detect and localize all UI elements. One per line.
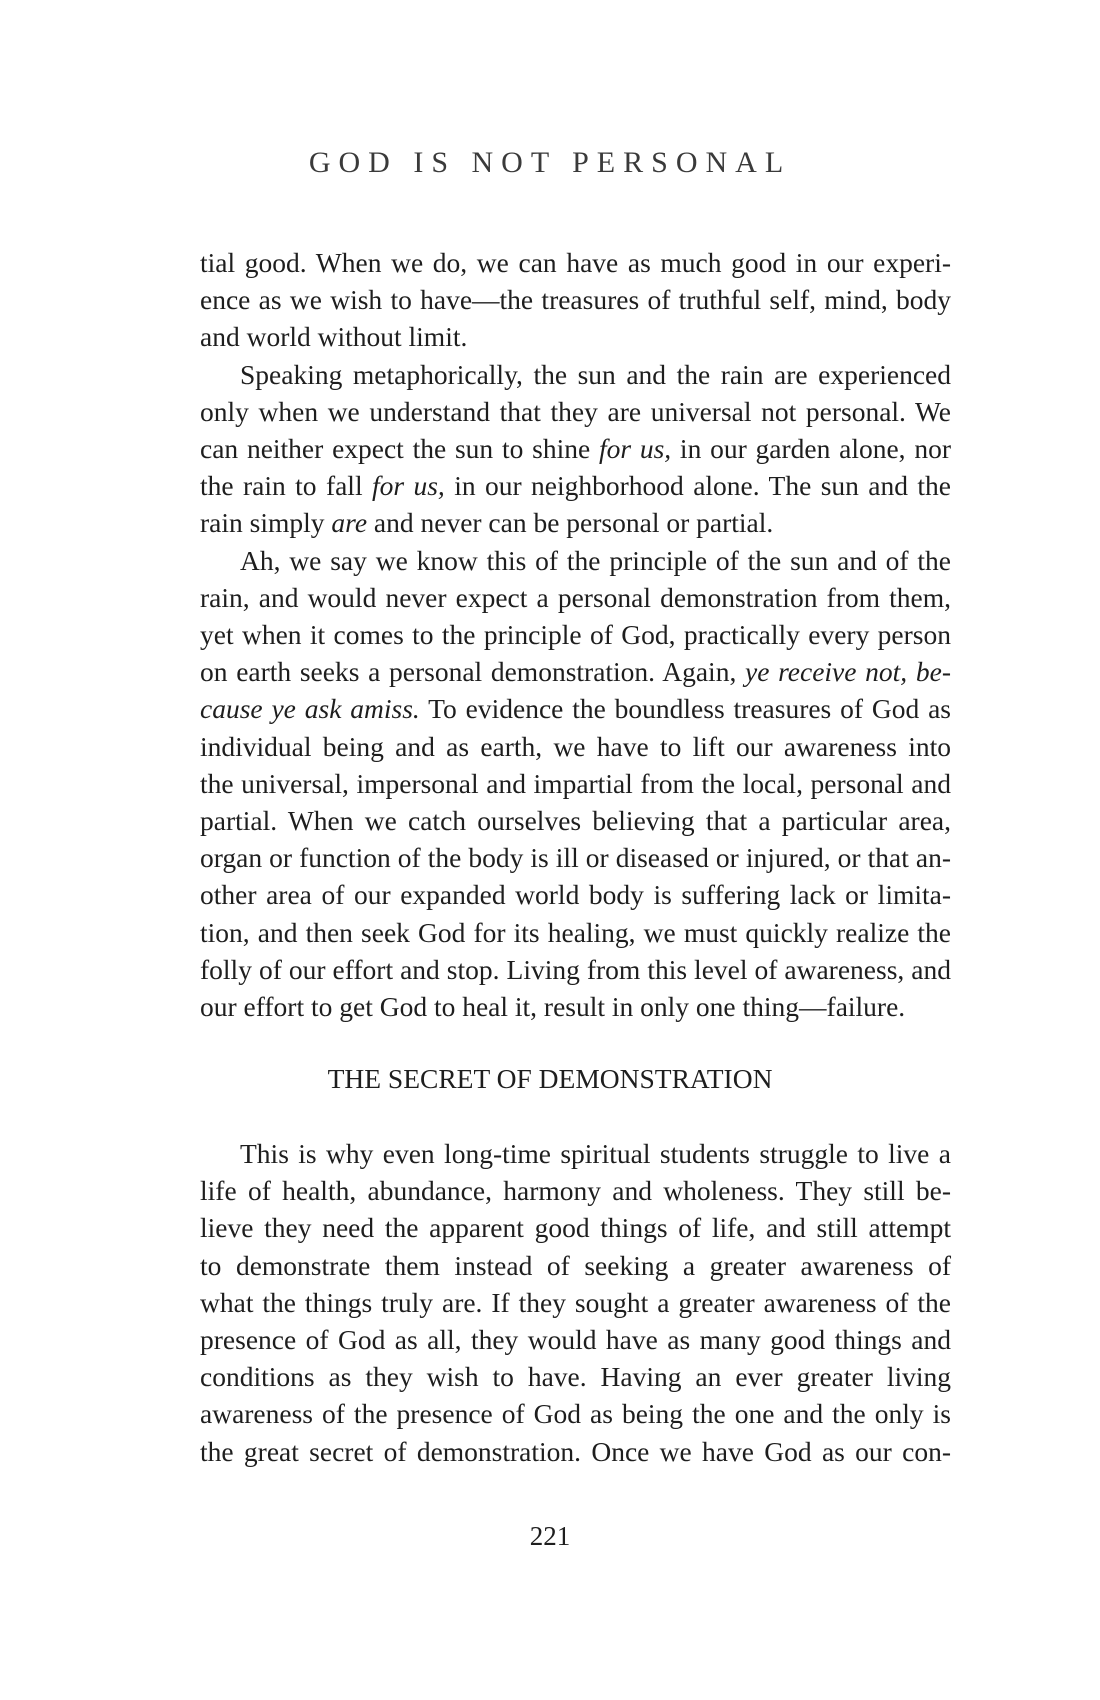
- body-text: [200, 244, 951, 1025]
- text-line: only when we understand that they are universal not personal. We: [200, 395, 951, 427]
- text-run: rain simply: [200, 507, 332, 539]
- paragraph-sun-and-rain: [200, 356, 951, 542]
- text-line: tial good. When we do, we can have as much good in our experi-: [200, 247, 951, 278]
- italic-text: ye receive not, be-: [745, 656, 951, 688]
- text-run: in our garden alone, nor: [671, 433, 951, 465]
- text-line: ence as we wish to have—the treasures of truthful self, mind, body: [200, 284, 951, 316]
- text-run: the rain to fall: [200, 470, 372, 502]
- text-line: individual being and as earth, we have to lift our awareness into: [200, 730, 951, 762]
- italic-text: for us,: [371, 470, 445, 502]
- paragraph-secret-of-demonstration: [200, 1135, 951, 1470]
- text-line: conditions as they wish to have. Having an ever greater living: [200, 1361, 951, 1393]
- text-line: our effort to get God to heal it, result in only one thing—failure.: [200, 991, 906, 1023]
- text-line: tion, and then seek God for its healing, we must quickly realize the: [200, 916, 951, 948]
- text-line: folly of our effort and stop. Living from this level of awareness, and: [200, 953, 951, 985]
- text-line: to demonstrate them instead of seeking a greater awareness of: [200, 1249, 951, 1281]
- text-line: lieve they need the apparent good things of life, and still attempt: [200, 1212, 951, 1244]
- text-line: what the things truly are. If they sought a greater awareness of the: [200, 1286, 951, 1318]
- text-line: the universal, impersonal and impartial from the local, personal and: [200, 767, 951, 799]
- italic-text: are: [331, 507, 368, 539]
- text-line: and world without limit.: [200, 321, 468, 353]
- text-run: in our neighborhood alone. The sun and the: [444, 470, 951, 502]
- text-line: Speaking metaphorically, the sun and the rain are experienced: [240, 358, 951, 390]
- section-heading: THE SECRET OF DEMONSTRATION: [327, 1063, 773, 1094]
- text-line: [200, 430, 951, 467]
- text-line: [200, 504, 951, 541]
- text-run: on earth seeks a personal demonstration. Again,: [200, 656, 746, 688]
- italic-text: cause ye ask amiss.: [200, 693, 420, 725]
- section-body-text: [200, 1135, 951, 1470]
- text-line: the great secret of demonstration. Once we have God as our con-: [200, 1435, 951, 1467]
- text-line: other area of our expanded world body is suffering lack or limita-: [200, 879, 951, 911]
- page-number: 221: [529, 1521, 571, 1551]
- text-run: and never can be personal or partial.: [367, 507, 774, 539]
- text-line: [200, 690, 951, 727]
- text-run: can neither expect the sun to shine: [200, 433, 599, 465]
- text-line: Ah, we say we know this of the principle of the sun and of the: [240, 544, 951, 576]
- text-line: [200, 653, 951, 690]
- text-line: partial. When we catch ourselves believing that a particular area,: [200, 805, 951, 837]
- text-line: rain, and would never expect a personal demonstration from them,: [200, 581, 951, 613]
- text-run: To evidence the boundless treasures of God as: [419, 693, 952, 725]
- text-line: [200, 467, 951, 504]
- paragraph-continued: [200, 244, 951, 356]
- text-line: This is why even long-time spiritual students struggle to live a: [240, 1138, 951, 1169]
- text-line: awareness of the presence of God as being the one and the only is: [200, 1398, 951, 1430]
- text-line: yet when it comes to the principle of God, practically every person: [200, 619, 951, 651]
- italic-text: for us,: [598, 433, 672, 465]
- paragraph-principle-of-god: [200, 542, 951, 1026]
- text-line: life of health, abundance, harmony and wholeness. They still be-: [200, 1175, 951, 1207]
- running-head: GOD IS NOT PERSONAL: [308, 146, 792, 179]
- text-line: presence of God as all, they would have as many good things and: [200, 1324, 951, 1356]
- text-line: organ or function of the body is ill or diseased or injured, or that an-: [200, 842, 951, 874]
